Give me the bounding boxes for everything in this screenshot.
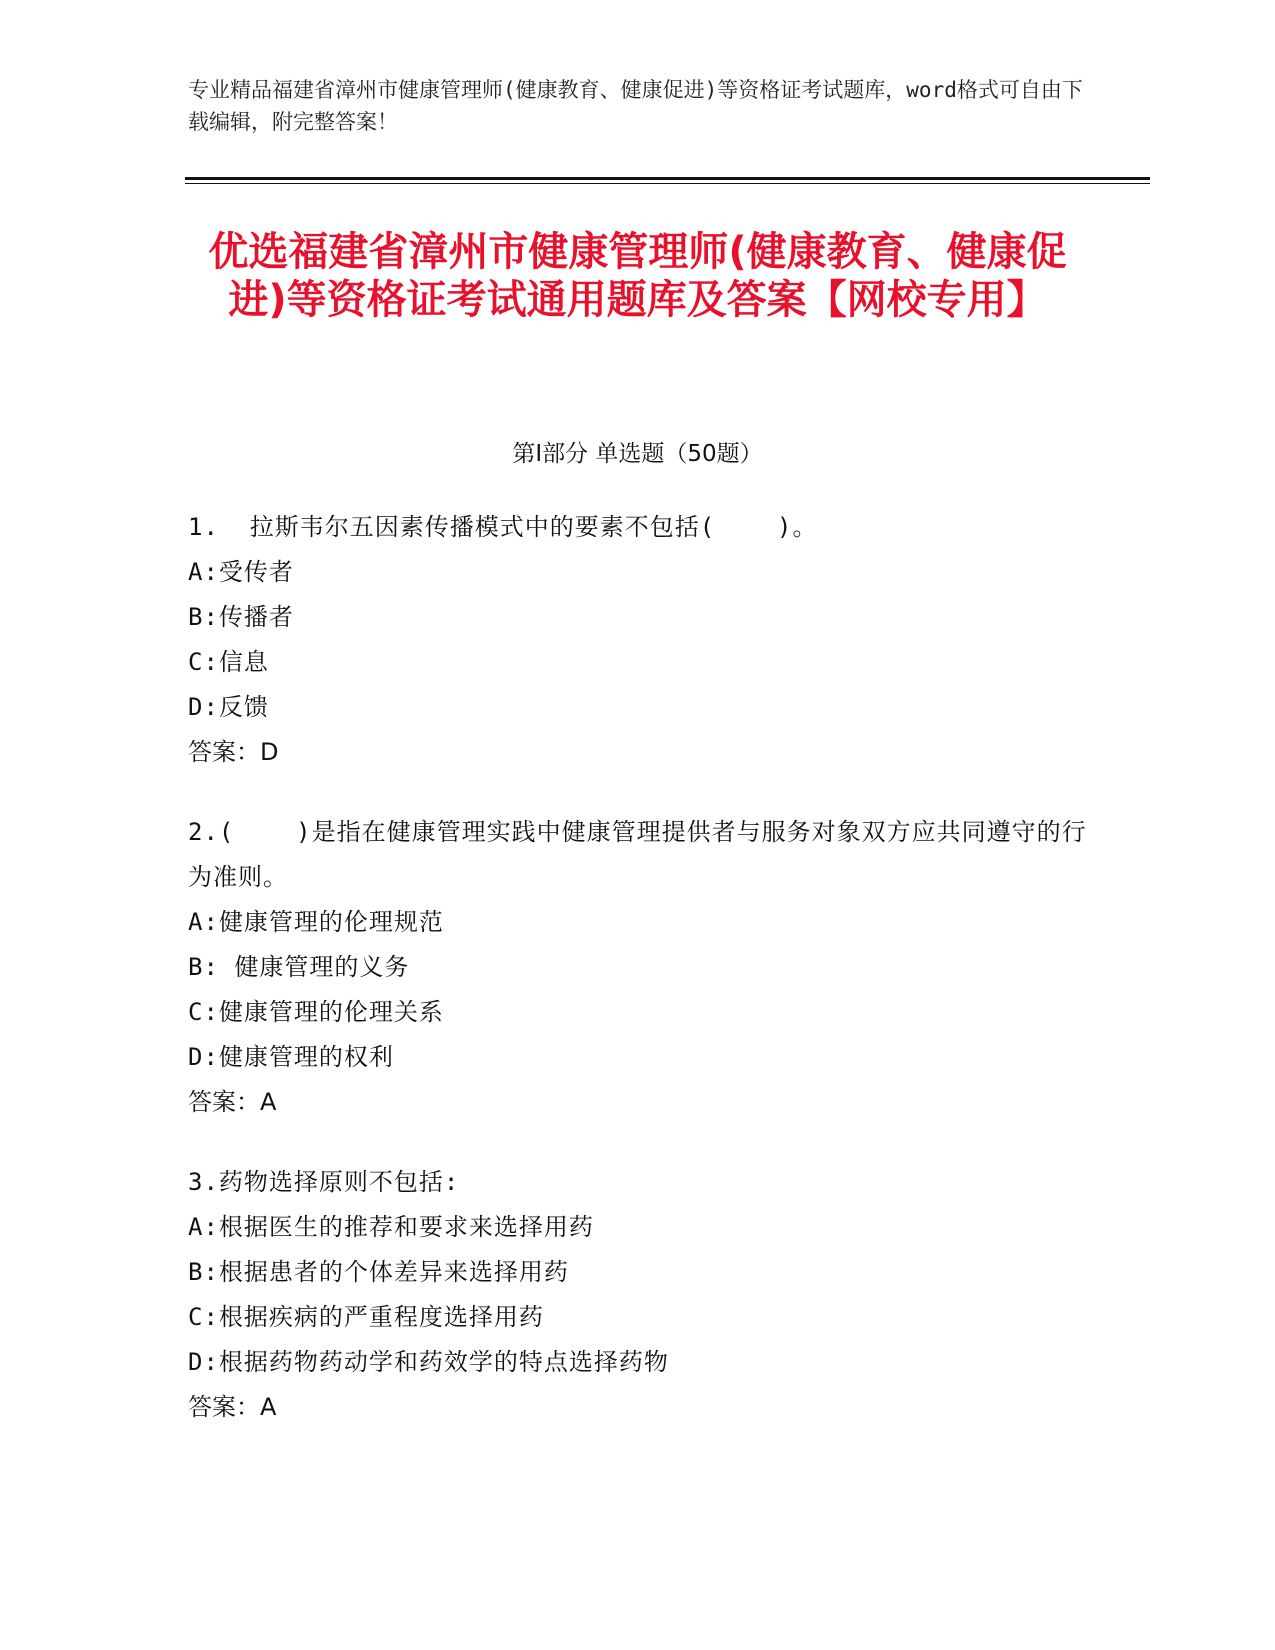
option-b: B:传播者 [188,603,294,631]
answer: 答案：A [188,1088,277,1116]
header-rule-thick [185,177,1150,180]
answer: 答案：D [188,738,279,766]
option-c: C:根据疾病的严重程度选择用药 [188,1303,544,1331]
header-note: 专业精品福建省漳州市健康管理师(健康教育、健康促进)等资格证考试题库，word格式可自由下载编辑，附完整答案！ [188,78,1083,134]
question-stem: 2.( )是指在健康管理实践中健康管理提供者与服务对象双方应共同遵守的行为准则。 [188,818,1087,891]
option-b: B:根据患者的个体差异来选择用药 [188,1258,569,1286]
option-a: A:根据医生的推荐和要求来选择用药 [188,1213,594,1241]
option-c: C:信息 [188,648,269,676]
answer: 答案：A [188,1393,277,1421]
option-a: A:受传者 [188,558,294,586]
question-2 [188,810,1088,1125]
question-stem: 3.药物选择原则不包括: [188,1168,460,1196]
option-a: A:健康管理的伦理规范 [188,908,444,936]
option-d: D:健康管理的权利 [188,1043,394,1071]
option-d: D:反馈 [188,693,269,721]
question-1 [188,505,1088,775]
option-c: C:健康管理的伦理关系 [188,998,444,1026]
section-title: 第Ⅰ部分 单选题（50题） [512,441,763,467]
option-d: D:根据药物药动学和药效学的特点选择药物 [188,1348,669,1376]
question-3 [188,1160,1088,1430]
question-stem: 1. 拉斯韦尔五因素传播模式中的要素不包括( )。 [188,513,818,541]
document-title: 优选福建省漳州市健康管理师(健康教育、健康促进)等资格证考试通用题库及答案【网校专用】 [208,229,1067,323]
option-b: B: 健康管理的义务 [188,953,410,981]
header-rule-thin [185,183,1150,184]
